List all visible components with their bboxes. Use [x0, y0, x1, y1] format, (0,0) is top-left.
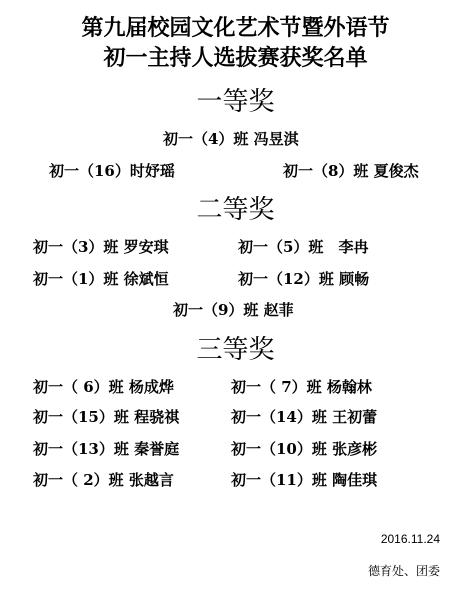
winner-entry: 初一（3）班 罗安琪: [33, 238, 169, 256]
winner-entry: 初一（12）班 顾畅: [238, 270, 370, 288]
winner-entry: 初一（11）班 陶佳琪: [231, 471, 378, 489]
winner-entry: 初一（ 7）班 杨翰林: [231, 378, 372, 396]
issuer: 德育处、团委: [367, 564, 440, 578]
winner-entry: 初一（ 2）班 张越言: [33, 471, 174, 489]
winner-entry: 初一（14）班 王初蕾: [231, 408, 378, 426]
winner-entry: 初一（5）班 李冉: [238, 238, 369, 256]
title-line-1: 第九届校园文化艺术节暨外语节: [81, 15, 390, 41]
first-prize-heading: 一等奖: [196, 87, 275, 117]
winner-entry: 初一（9）班 赵菲: [173, 301, 294, 319]
winner-entry: 初一（1）班 徐斌恒: [33, 270, 169, 288]
winner-entry: 初一（16）时妤瑶: [49, 162, 175, 180]
winner-entry: 初一（4）班 冯昱淇: [163, 130, 299, 148]
issue-date: 2016.11.24: [380, 532, 440, 546]
winner-entry: 初一（8）班 夏俊杰: [283, 162, 419, 180]
winner-entry: 初一（15）班 程骁祺: [33, 408, 180, 426]
winner-entry: 初一（13）班 秦誉庭: [33, 440, 180, 458]
second-prize-heading: 二等奖: [196, 195, 275, 225]
title-line-2: 初一主持人选拔赛获奖名单: [103, 45, 368, 71]
winner-entry: 初一（10）班 张彦彬: [231, 440, 378, 458]
winner-entry: 初一（ 6）班 杨成烨: [33, 378, 174, 396]
third-prize-heading: 三等奖: [196, 335, 275, 365]
